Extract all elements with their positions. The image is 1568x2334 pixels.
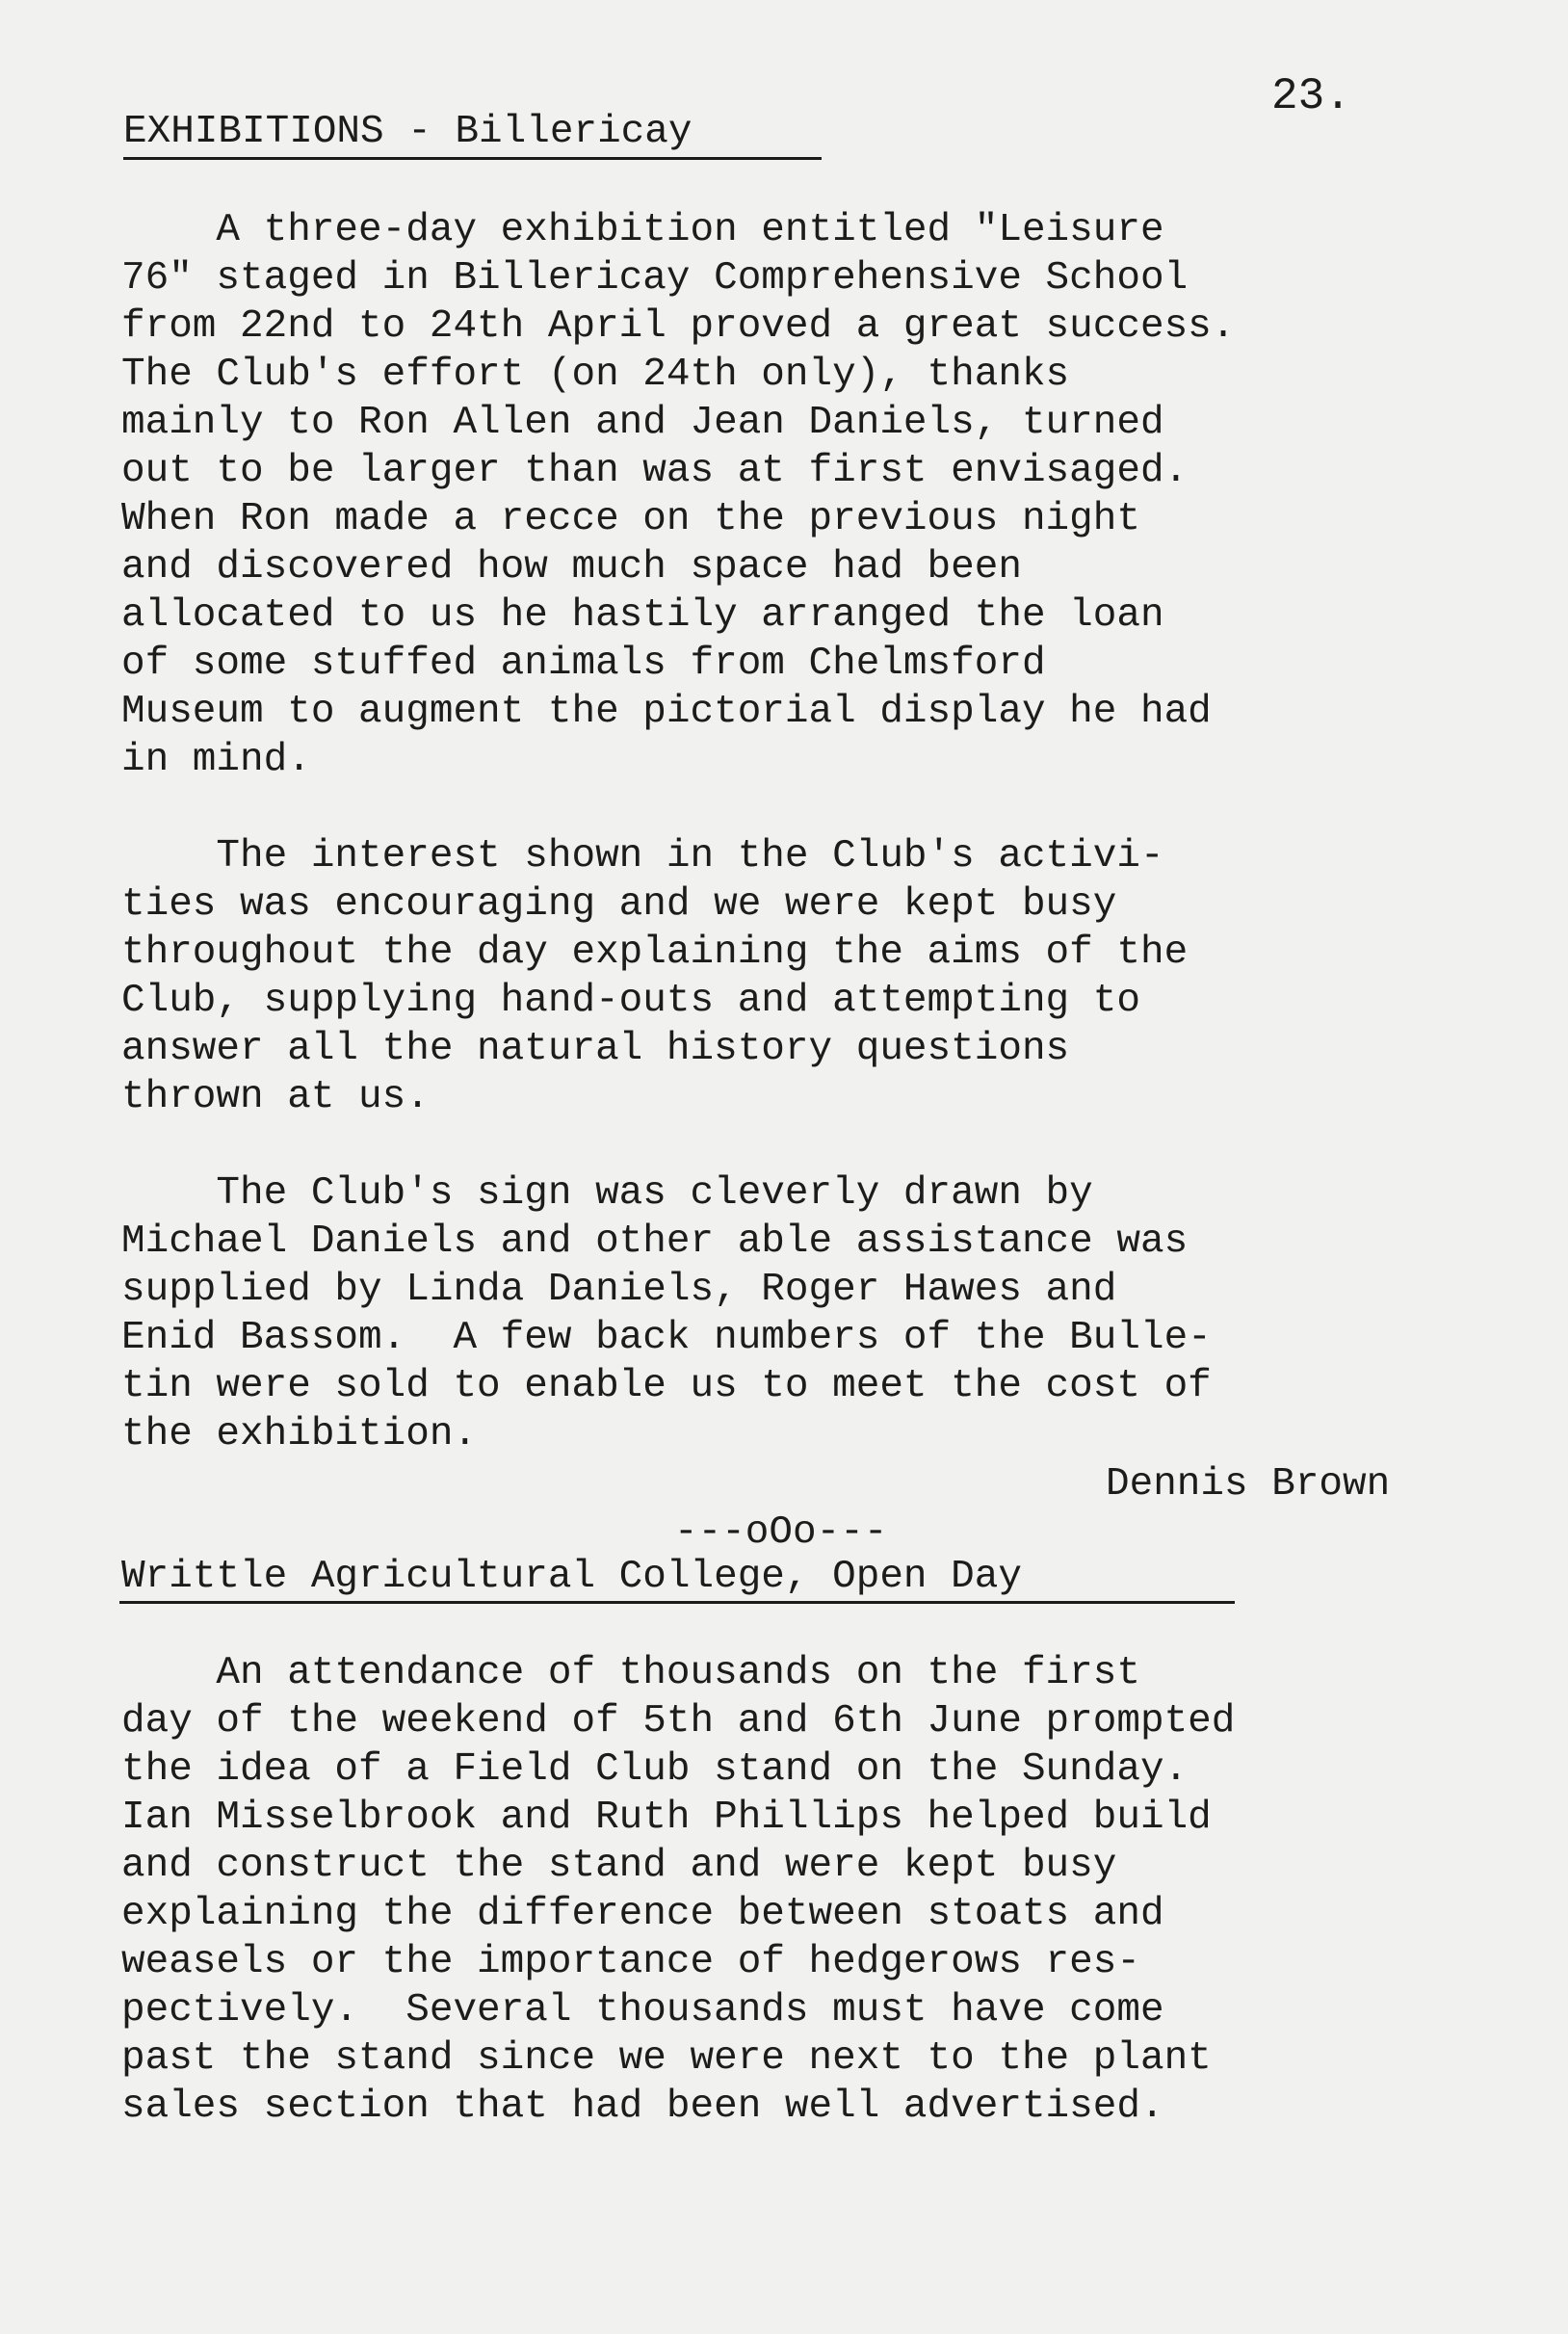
text-line: A three-day exhibition entitled "Leisure [121, 208, 1164, 252]
text-line: allocated to us he hastily arranged the loan [121, 593, 1164, 638]
text-line: sales section that had been well advertised. [121, 2085, 1164, 2129]
text-line: explaining the difference between stoats and [121, 1892, 1164, 1936]
text-line: throughout the day explaining the aims of the [121, 931, 1189, 975]
text-line: tin were sold to enable us to meet the cost of [121, 1364, 1212, 1408]
text-line: the exhibition. [121, 1412, 478, 1456]
text-line: Club, supplying hand-outs and attempting to [121, 979, 1140, 1023]
text-line: weasels or the importance of hedgerows res- [121, 1940, 1140, 1984]
text-line: answer all the natural history questions [121, 1027, 1070, 1071]
text-line: and discovered how much space had been [121, 545, 1022, 590]
text-line: 76" staged in Billericay Comprehensive School [121, 256, 1189, 301]
section-separator: ---oOo--- [674, 1510, 888, 1555]
text-line: pectively. Several thousands must have come [121, 1988, 1164, 2032]
page-number: 23. [1271, 71, 1351, 121]
text-line: An attendance of thousands on the first [121, 1651, 1140, 1695]
text-line: Michael Daniels and other able assistance was [121, 1219, 1189, 1264]
text-line: The Club's sign was cleverly drawn by [121, 1171, 1093, 1216]
text-line: The Club's effort (on 24th only), thanks [121, 353, 1070, 397]
text-line: Museum to augment the pictorial display he had [121, 690, 1212, 734]
text-line: thrown at us. [121, 1075, 430, 1119]
text-line: in mind. [121, 738, 311, 782]
text-line: of some stuffed animals from Chelmsford [121, 642, 1046, 686]
text-line: ties was encouraging and we were kept busy [121, 882, 1117, 927]
paragraph [121, 832, 1188, 1121]
paragraph [121, 1649, 1235, 2131]
text-line: out to be larger than was at first envisaged. [121, 449, 1189, 493]
text-line: from 22nd to 24th April proved a great success. [121, 304, 1236, 349]
paragraph [121, 1169, 1212, 1458]
text-line: Enid Bassom. A few back numbers of the Bulle- [121, 1316, 1212, 1360]
paragraph [121, 206, 1235, 784]
text-line: The interest shown in the Club's activi- [121, 834, 1164, 879]
text-line: supplied by Linda Daniels, Roger Hawes and [121, 1268, 1117, 1312]
text-line: past the stand since we were next to the plant [121, 2036, 1212, 2081]
text-line: and construct the stand and were kept busy [121, 1844, 1117, 1888]
text-line: mainly to Ron Allen and Jean Daniels, turned [121, 401, 1164, 445]
section-heading-exhibitions: EXHIBITIONS - Billericay [123, 110, 693, 154]
author-signature: Dennis Brown [1106, 1462, 1391, 1507]
section-heading-writtle: Writtle Agricultural College, Open Day [121, 1555, 1022, 1599]
text-line: the idea of a Field Club stand on the Sunday. [121, 1747, 1189, 1792]
heading-underline [119, 1601, 1235, 1604]
heading-underline [123, 157, 822, 160]
text-line: Ian Misselbrook and Ruth Phillips helped build [121, 1796, 1212, 1840]
text-line: day of the weekend of 5th and 6th June prompted [121, 1699, 1236, 1744]
text-line: When Ron made a recce on the previous night [121, 497, 1140, 541]
